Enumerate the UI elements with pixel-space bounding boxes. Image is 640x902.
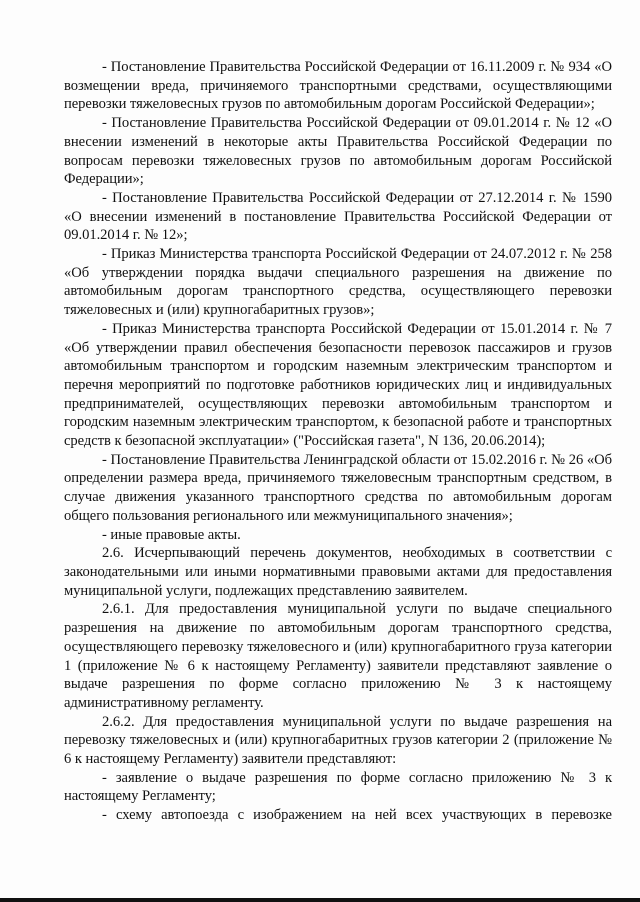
paragraph-section-2-6-2: 2.6.2. Для предоставления муниципальной услуги по выдаче разрешения на перевозку тяжеловесных и (или) крупногабаритных грузов категории 2 (приложение № 6 к настоящему Регламенту) заявители представляют: (64, 713, 612, 768)
paragraph-order-7: - Приказ Министерства транспорта Российской Федерации от 15.01.2014 г. № 7 «Об утверждении правил обеспечения безопасности перевозок пассажиров и грузов автомобильным транспортом и городским наземным электрическим транспортом и перечня мероприятий по подготовке работников юридических лиц и индивидуальных предпринимателей, осуществляющих перевозки автомобильным транспортом и городским наземным электрическим транспортом, к безопасной работе и транспортных средств к безопасной эксплуатации» ("Российская газета", N 136, 20.06.2014); (64, 320, 612, 450)
paragraph-decree-934: - Постановление Правительства Российской Федерации от 16.11.2009 г. № 934 «О возмещении вреда, причиняемого транспортными средствами, осуществляющими перевозки тяжеловесных грузов по автомобильным дорогам Российской Федерации»; (64, 59, 612, 113)
scan-bottom-edge (0, 898, 640, 902)
document-body (64, 58, 612, 825)
paragraph-decree-1590: - Постановление Правительства Российской Федерации от 27.12.2014 г. № 1590 «О внесении изменений в постановление Правительства Российской Федерации от 09.01.2014 г. № 12»; (64, 189, 612, 244)
paragraph-section-2-6: 2.6. Исчерпывающий перечень документов, необходимых в соответствии с законодательными или иными нормативными правовыми актами для предоставления муниципальной услуги, подлежащих представлению заявителем. (64, 545, 612, 599)
paragraph-decree-12: - Постановление Правительства Российской Федерации от 09.01.2014 г. № 12 «О внесении изменений в некоторые акты Правительства Российской Федерации по вопросам перевозки тяжеловесных грузов по автомобильным дорогам Российской Федерации»; (64, 115, 612, 188)
paragraph-order-258: - Приказ Министерства транспорта Российской Федерации от 24.07.2012 г. № 258 «Об утверждении порядка выдачи специального разрешения на движение по автомобильным дорогам транспортного средства, осуществляющего перевозки тяжеловесных и (или) крупногабаритных грузов»; (64, 246, 612, 319)
paragraph-application-item: - заявление о выдаче разрешения по форме согласно приложению № 3 к настоящему Регламенту; (64, 769, 612, 805)
paragraph-leningrad-decree-26: - Постановление Правительства Ленинградской области от 15.02.2016 г. № 26 «Об определении размера вреда, причиняемого тяжеловесным транспортным средством, в случае движения указанного транспортного средства по автомобильным дорогам общего пользования регионального или межмуниципального значения»; (64, 451, 612, 524)
paragraph-section-2-6-1: 2.6.1. Для предоставления муниципальной услуги по выдаче специального разрешения на движение по автомобильным дорогам транспортного средства, осуществляющего перевозку тяжеловесного и (или) крупногабаритного груза категории 1 (приложение № 6 к настоящему Регламенту) заявители представляют заявление о выдаче разрешения по форме согласно приложению № 3 к настоящему административному регламенту. (64, 601, 612, 711)
paragraph-other-acts: - иные правовые акты. (102, 526, 241, 543)
paragraph-road-train-scheme: - схему автопоезда с изображением на ней всех участвующих в перевозке (102, 807, 612, 824)
